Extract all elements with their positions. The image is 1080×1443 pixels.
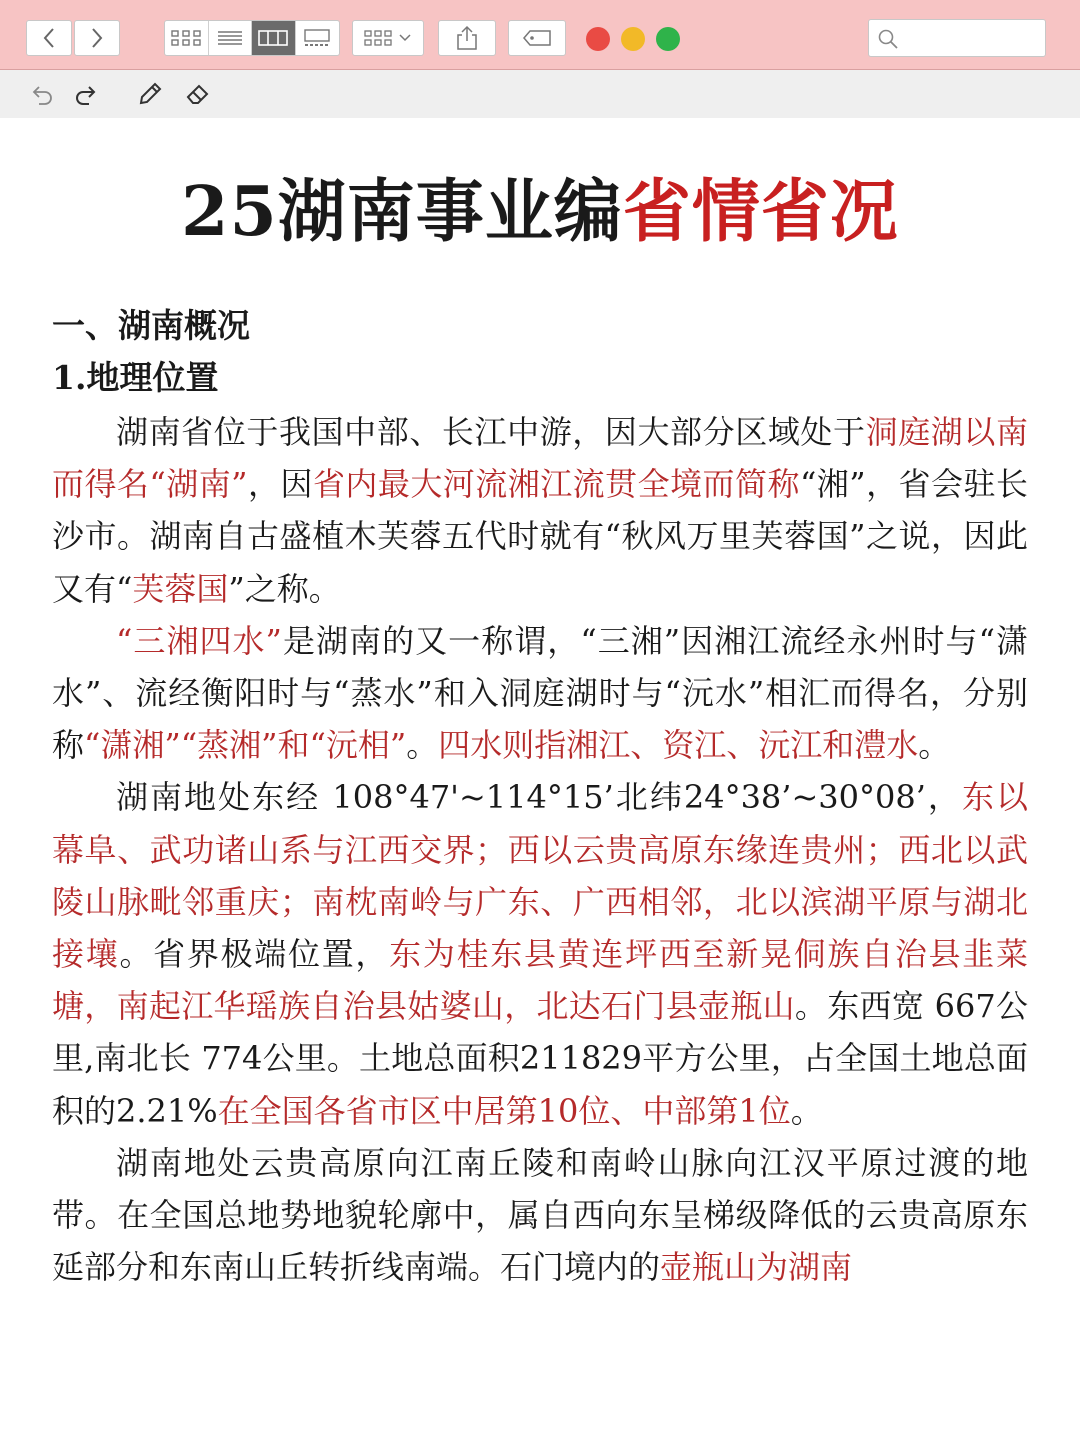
text-run: ，因 (247, 465, 313, 504)
eraser-button[interactable] (184, 80, 212, 108)
paragraph-3 (52, 771, 1028, 1136)
document-body (52, 406, 1028, 1293)
text-run: 。 (790, 1091, 823, 1130)
document-title (0, 170, 1080, 254)
tag-button[interactable] (508, 20, 566, 56)
minimize-window-button[interactable] (621, 27, 645, 51)
text-run: 湖南地处云贵高原向江南丘陵和南岭山脉向江汉平原过渡的地带。在全国总地势地貌轮廓中，属自西向东呈梯级降低的云贵高原东延部分和东南山丘转折线南端。石门境内的 (52, 1143, 1028, 1287)
back-icon (42, 27, 56, 49)
section-heading: 一、湖南概况 (52, 306, 250, 345)
text-run: “湘”，省会驻长沙市。湖南自古盛植木芙蓉五代时就有“秋风万里芙蓉国”之说，因此又有“ (52, 465, 1028, 608)
text-run: ”之称。 (228, 569, 341, 608)
group-icon (364, 29, 392, 47)
highlight-run: 洞庭湖以南而得名“湖南” (52, 413, 1028, 504)
highlight-run: 在全国各省市区中居第10位、中部第1位 (217, 1091, 791, 1130)
highlight-run: 四水则指湘江、资江、沅江和澧水 (438, 726, 919, 765)
markup-toolbar (0, 70, 1080, 118)
forward-icon (90, 27, 104, 49)
chevron-down-icon (398, 33, 412, 43)
tag-icon (522, 29, 552, 47)
window-toolbar (0, 0, 1080, 70)
text-run: 。 (918, 726, 951, 765)
highlight-run: 东为桂东县黄连坪西至新晃侗族自治县韭菜塘，南起江华瑶族自治县姑婆山，北达石门县壶瓶山 (52, 935, 1028, 1026)
paragraph-1 (52, 406, 1028, 615)
title-red-part: 省情省况 (622, 172, 899, 252)
paragraph-4 (52, 1137, 1028, 1294)
back-button[interactable] (26, 20, 72, 56)
gallery-view-icon (303, 29, 331, 47)
highlight-run: 壶瓶山为湖南 (660, 1248, 853, 1287)
text-run: 湖南地处东经 108°47'~114°15’北纬24°38’~30°08’， (116, 778, 962, 817)
zoom-window-button[interactable] (656, 27, 680, 51)
text-run: 。 (406, 726, 439, 765)
search-box[interactable] (868, 19, 1046, 57)
view-mode-selector (164, 20, 340, 56)
paragraph-2 (52, 615, 1028, 772)
search-icon (877, 28, 899, 50)
share-button[interactable] (438, 20, 496, 56)
text-run: 。东西宽 667公里,南北长 774公里。土地总面积211829平方公里，占全国土地总面积的2.21% (52, 987, 1028, 1130)
list-view-icon (217, 29, 243, 47)
close-window-button[interactable] (586, 27, 610, 51)
undo-icon (30, 83, 54, 105)
grid-view-icon (171, 29, 201, 47)
highlight-run: 省内最大河流湘江流贯全境而简称 (312, 465, 800, 504)
search-input[interactable] (905, 26, 1039, 52)
redo-icon (74, 83, 98, 105)
list-view-button[interactable] (209, 21, 253, 55)
group-dropdown-button[interactable] (352, 20, 424, 56)
pencil-button[interactable] (136, 80, 164, 108)
redo-button[interactable] (72, 80, 100, 108)
column-view-icon (258, 29, 288, 47)
share-icon (456, 25, 478, 51)
grid-view-button[interactable] (165, 21, 209, 55)
highlight-run: 东以幕阜、武功诸山系与江西交界；西以云贵高原东缘连贵州；西北以武陵山脉毗邻重庆；南枕南岭与广东、广西相邻，北以滨湖平原与湖北接壤 (52, 778, 1028, 974)
eraser-icon (185, 81, 211, 107)
text-run: 。省界极端位置， (119, 935, 390, 974)
undo-button[interactable] (28, 80, 56, 108)
document-page (0, 118, 1080, 1443)
forward-button[interactable] (74, 20, 120, 56)
highlight-run: 芙蓉国 (132, 569, 229, 608)
highlight-run: “潇湘”“蒸湘”和“沅相” (84, 726, 407, 765)
title-black-part: 25湖南事业编 (181, 172, 623, 252)
highlight-run: “三湘四水” (116, 621, 282, 660)
pencil-icon (137, 81, 163, 107)
column-view-button[interactable] (252, 21, 296, 55)
text-run: 是湖南的又一称谓，“三湘”因湘江流经永州时与“潇水”、流经衡阳时与“蒸水”和入洞庭湖时与“沅水”相汇而得名，分别称 (52, 621, 1028, 765)
text-run: 湖南省位于我国中部、长江中游，因大部分区域处于 (116, 413, 866, 451)
subsection-heading: 1.地理位置 (52, 358, 219, 397)
gallery-view-button[interactable] (296, 21, 339, 55)
